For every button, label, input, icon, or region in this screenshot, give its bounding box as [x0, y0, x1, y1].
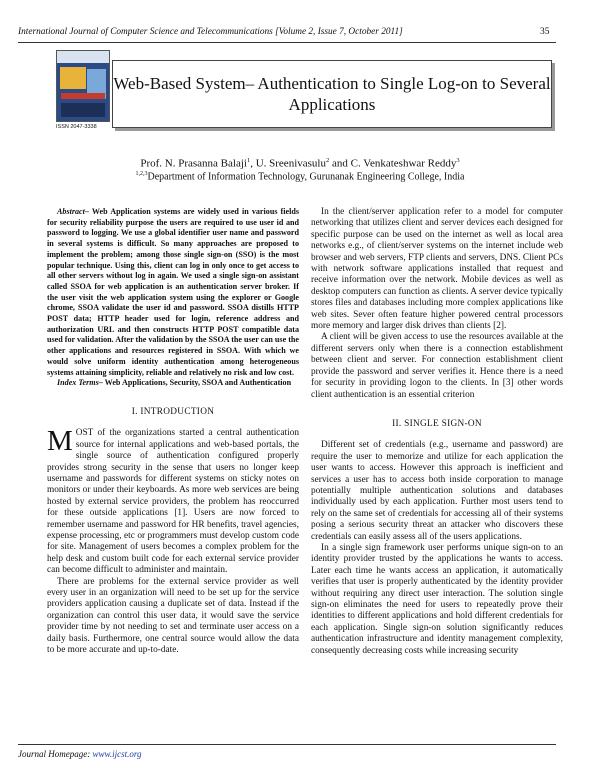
index-terms-text: – Web Applications, Security, SSOA and Authentication — [98, 378, 292, 388]
abstract — [47, 207, 299, 378]
section-heading-single-sign-on: II. SINGLE SIGN-ON — [392, 418, 482, 429]
author-2: , U. Sreenivasulu — [250, 157, 326, 170]
header-rule — [18, 42, 556, 43]
affiliation-line — [0, 171, 600, 182]
author-1-sup: 1 — [246, 157, 251, 164]
page-number: 35 — [540, 27, 550, 37]
sso-paragraph-1: Different set of credentials (e.g., username and password) are require the user to memorize and utilize for each application the user wants to access. However this approach is inefficient and services a user has to access both inside corporation to manage potentially multiple authentication solutions and databases individually used by each application. Further most users tend to rely on the same set of credentials for accessing all of their systems posing a serious security threat an attacker who discovers these credentials can easily assess all of the users applications. — [311, 440, 563, 542]
client-server-paragraph-2: A client will be given access to use the resources available at the different servers only when there is a connection establishment between client and server. For connection establishment client provide the password and server verifies it. Hence there is a need for security in providing logon to the clients. In [3] other words client authentication is an essential criterion — [311, 332, 563, 400]
journal-cover-image — [56, 50, 110, 122]
title-box — [112, 60, 552, 128]
affiliation-text: Department of Information Technology, Gurunanak Engineering College, India — [147, 171, 465, 183]
homepage-label: Journal Homepage: — [18, 749, 93, 759]
drop-cap: M — [47, 425, 73, 458]
right-column — [311, 207, 563, 657]
section-heading-introduction: I. INTRODUCTION — [131, 406, 215, 417]
journal-homepage — [18, 749, 142, 759]
intro-paragraph-1-text: OST of the organizations started a central authentication source for internal applications and web-based portals, the single source of authentication configured properly provides strong security in the sense that users no longer keep username and passwords for different systems on sticky notes on monitors or under their keyboards. As more web services are being hosted by external service providers, the problem has reoccurred for these outside applications [1]. Users are now forced to remember username and password for HR benefits, travel agencies, expense processing, etc or programmers must develop custom code for site. Management of users becomes a complex problem for the help desk and custom built code for each external service provider can become difficult to administer and maintain. — [47, 428, 299, 576]
index-terms — [47, 378, 299, 389]
author-3: and C. Venkateshwar Reddy — [329, 157, 457, 170]
homepage-link[interactable]: www.ijcst.org — [92, 749, 142, 759]
left-column — [47, 207, 299, 656]
paper-title: Web-Based System– Authentication to Single Log-on to Several Applications — [113, 74, 551, 114]
author-line — [0, 157, 600, 170]
intro-paragraph-1 — [47, 425, 299, 576]
abstract-label: Abstract — [57, 207, 85, 216]
journal-running-header: International Journal of Computer Science and Telecommunications [Volume 2, Issue 7, October 2011] — [18, 27, 403, 37]
sso-paragraph-2: In a single sign framework user performs unique sign-on to an identity provider trusted by the applications he wants to access. Later each time he wants access an application, it automatically verifies that user is properly authenticated by the identity provider without requiring any direct user interaction. The solution single sign-on eliminates the need for users to repeatedly prove their identities to different applications and hold different credentials for each application. Single sign-on solution significantly reduces authentication infrastructure and identity management complexity, consequently decreasing costs while increasing security — [311, 542, 563, 656]
issn-label: ISSN 2047-3338 — [56, 124, 97, 130]
author-3-sup: 3 — [456, 157, 460, 164]
author-1: Prof. N. Prasanna Balaji — [140, 157, 247, 170]
index-terms-label: Index Terms — [57, 378, 99, 388]
affiliation-sup: 1,2,3 — [135, 171, 148, 177]
abstract-text: – Web Application systems are widely used in various fields for security reliability purpose the users are required to use user id and password to logging. We use a global identifier user name and password in several systems is difficult. So many approaches are proposed to implement the problem; among those single sign-on (SSO) is the most popular technique. Using this, client can log in only once to get access to all other servers without log in again. We used a single sign-on assistant called SSOA for web application is an authentication server broker. If the user visit the web application system using the explorer or Google chrome, SSOA validate the user id and password. SSOA distills HTTP POST data; HTTP header used for login, reference address and authorization URL and then constructs HTTP POST compatible data used for validation. After the validation by the SSOA the user can use the other applications and resources registered in SSOA. With which we would solve uniform identity authentication among heterogeneous systems attaining simplicity, reliable and relatively no risk and low cost. — [47, 207, 299, 377]
footer-rule — [18, 744, 556, 745]
author-2-sup: 2 — [325, 157, 330, 164]
intro-paragraph-2: There are problems for the external service provider as well every user in an organization will need to be set up for the service providers application causing a duplicate set of data. Instead if the organization can control this user data, it would save the service provider time by not needing to set and terminate user access on a daily basis. Furthermore, one central source would allow the data to be more accurate and up-to-date. — [47, 576, 299, 656]
client-server-paragraph-1: In the client/server application refer to a model for computer networking that utilizes client and server devices each designed for specific purpose can be used on the internet as well as local area networks e.g., of client/server systems on the internet include web browser and web servers, FTP clients and servers, DNS. Client PCs with network software applications installed that request and receive information over the network. Mobile devices as well as desktop computers can function as clients. A server device typically stores files and databases including more complex applications like web sites. Sever often feature higher powered central processors more memory and larger disk drives than clients [2]. — [311, 207, 563, 332]
